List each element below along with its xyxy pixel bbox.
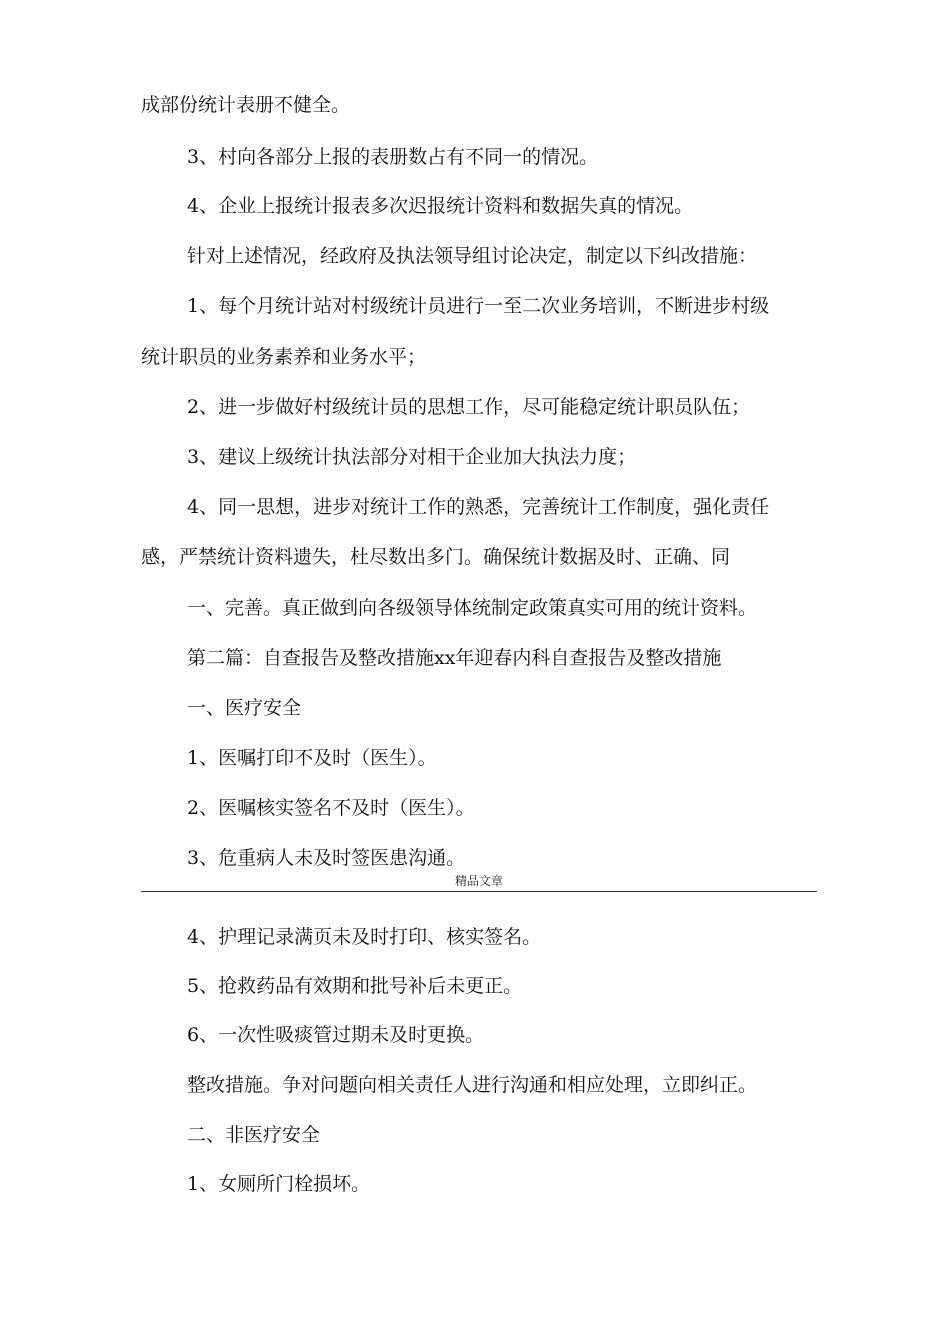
paragraph-line: 整改措施。争对问题向相关责任人进行沟通和相应处理，立即纠正。: [187, 1074, 758, 1096]
page-footer: [141, 872, 817, 894]
paragraph-line: 2、进一步做好村级统计员的思想工作，尽可能稳定统计职员队伍；: [187, 396, 751, 418]
list-item: 6、一次性吸痰管过期未及时更换。: [187, 1024, 485, 1046]
list-item: 4、护理记录满页未及时打印、核实签名。: [187, 926, 542, 948]
paragraph-line: 一、完善。真正做到向各级领导体统制定政策真实可用的统计资料。: [187, 597, 758, 619]
list-item: 2、医嘱核实签名不及时（医生）。: [187, 797, 475, 819]
paragraph-line: 统计职员的业务素养和业务水平；: [141, 346, 427, 368]
paragraph-line: 感，严禁统计资料遗失，杜尽数出多门。确保统计数据及时、正确、同: [141, 546, 731, 568]
footer-divider: [141, 891, 817, 892]
paragraph-line: 1、每个月统计站对村级统计员进行一至二次业务培训，不断进步村级: [187, 295, 770, 317]
paragraph-line: 成部份统计表册不健全。: [141, 94, 351, 116]
paragraph-line: 3、建议上级统计执法部分对相干企业加大执法力度；: [187, 446, 637, 468]
paragraph-line: 4、同一思想，进步对统计工作的熟悉，完善统计工作制度，强化责任: [187, 496, 770, 518]
subsection-heading: 二、非医疗安全: [187, 1124, 321, 1146]
footer-label: 精品文章: [454, 874, 503, 888]
list-item: 1、女厕所门栓损坏。: [187, 1173, 371, 1195]
paragraph-line: 3、村向各部分上报的表册数占有不同一的情况。: [187, 146, 599, 168]
list-item: 1、医嘱打印不及时（医生）。: [187, 747, 437, 769]
list-item: 5、抢救药品有效期和批号补后未更正。: [187, 975, 523, 997]
subsection-heading: 一、医疗安全: [187, 697, 302, 719]
paragraph-line: 针对上述情况，经政府及执法领导组讨论决定，制定以下纠改措施：: [187, 245, 758, 267]
section-heading: 第二篇：自查报告及整改措施xx年迎春内科自查报告及整改措施: [187, 647, 722, 669]
list-item: 3、危重病人未及时签医患沟通。: [187, 847, 466, 869]
paragraph-line: 4、企业上报统计报表多次迟报统计资料和数据失真的情况。: [187, 195, 694, 217]
